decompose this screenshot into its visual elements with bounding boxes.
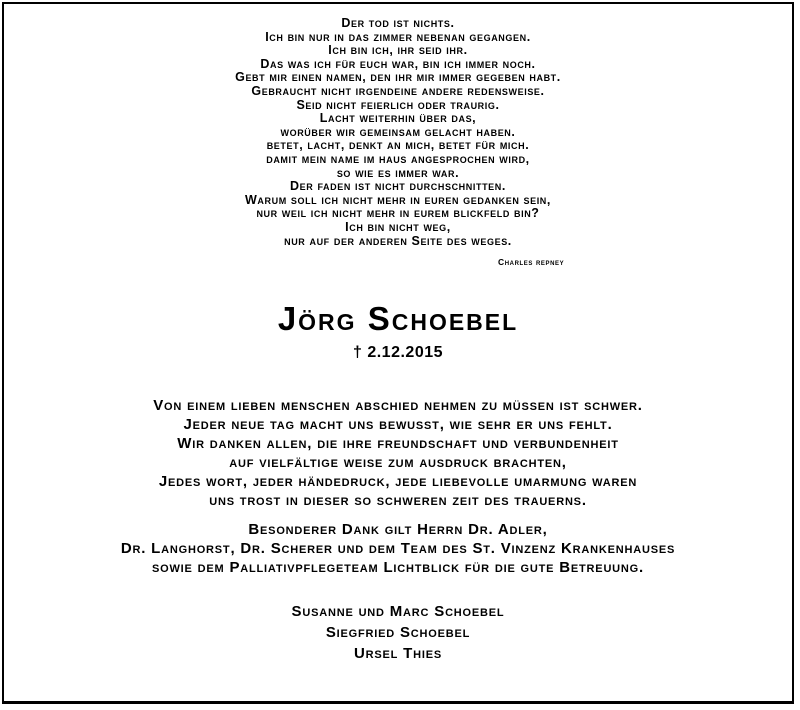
poem-line: betet, lacht, denkt an mich, betet für mich. <box>266 138 530 153</box>
poem-line: nur weil ich nicht mehr in eurem blickfeld bin? <box>256 206 540 221</box>
poem-line: Der tod ist nichts. <box>341 16 455 30</box>
message-line: Jedes wort, jeder händedruck, jede liebevolle umarmung waren <box>158 473 638 490</box>
poem-author: Charles repney <box>498 257 565 267</box>
message-line: Jeder neue tag macht uns bewusst, wie sehr er uns fehlt. <box>183 416 613 433</box>
mourners-list <box>4 601 792 664</box>
poem-line: so wie es immer war. <box>336 165 460 180</box>
message-line: Von einem lieben menschen abschied nehmen zu müssen ist schwer. <box>153 397 643 414</box>
message-line: auf vielfältige weise zum ausdruck brachten, <box>229 454 567 471</box>
poem-line: worüber wir gemeinsam gelacht haben. <box>280 124 516 139</box>
poem-line: nur auf der anderen Seite des weges. <box>284 233 512 248</box>
poem-line: Ich bin nur in das zimmer nebenan gegangen. <box>265 29 531 44</box>
farewell-message <box>4 396 792 510</box>
thanks-line: Dr. Langhorst, Dr. Scherer und dem Team des St. Vinzenz Krankenhauses <box>120 540 676 557</box>
mourner-name: Siegfried Schoebel <box>325 624 471 641</box>
thanks-line: Besonderer Dank gilt Herrn Dr. Adler, <box>248 521 548 538</box>
mourner-name: Susanne und Marc Schoebel <box>291 603 505 620</box>
message-line: Wir danken allen, die ihre freundschaft und verbundenheit <box>177 435 619 452</box>
death-date: † 2.12.2015 <box>352 344 444 361</box>
poem-line: Das was ich für euch war, bin ich immer noch. <box>260 56 536 71</box>
mourner-name: Ursel Thies <box>354 645 442 662</box>
poem-line: Gebraucht nicht irgendeine andere redensweise. <box>251 83 545 98</box>
deceased-name: Jörg Schoebel <box>277 300 519 337</box>
thanks-line: sowie dem Palliativpflegeteam Lichtblick für die gute Betreuung. <box>152 559 644 576</box>
message-line: uns trost in dieser so schweren zeit des trauerns. <box>209 492 587 509</box>
poem-line: Der faden ist nicht durchschnitten. <box>290 179 506 194</box>
poem-line: Gebt mir einen namen, den ihr mir immer gegeben habt. <box>235 70 561 85</box>
poem-line: Lacht weiterhin über das, <box>319 111 477 126</box>
thanks-section <box>4 520 792 577</box>
poem-line: Warum soll ich nicht mehr in euren gedanken sein, <box>245 192 551 207</box>
poem <box>4 17 792 248</box>
poem-line: damit mein name im haus angesprochen wird, <box>266 151 530 166</box>
obituary-notice <box>2 2 794 704</box>
poem-line: Seid nicht feierlich oder traurig. <box>296 97 500 112</box>
poem-line: Ich bin ich, ihr seid ihr. <box>328 43 468 58</box>
poem-line: Ich bin nicht weg, <box>345 219 451 234</box>
